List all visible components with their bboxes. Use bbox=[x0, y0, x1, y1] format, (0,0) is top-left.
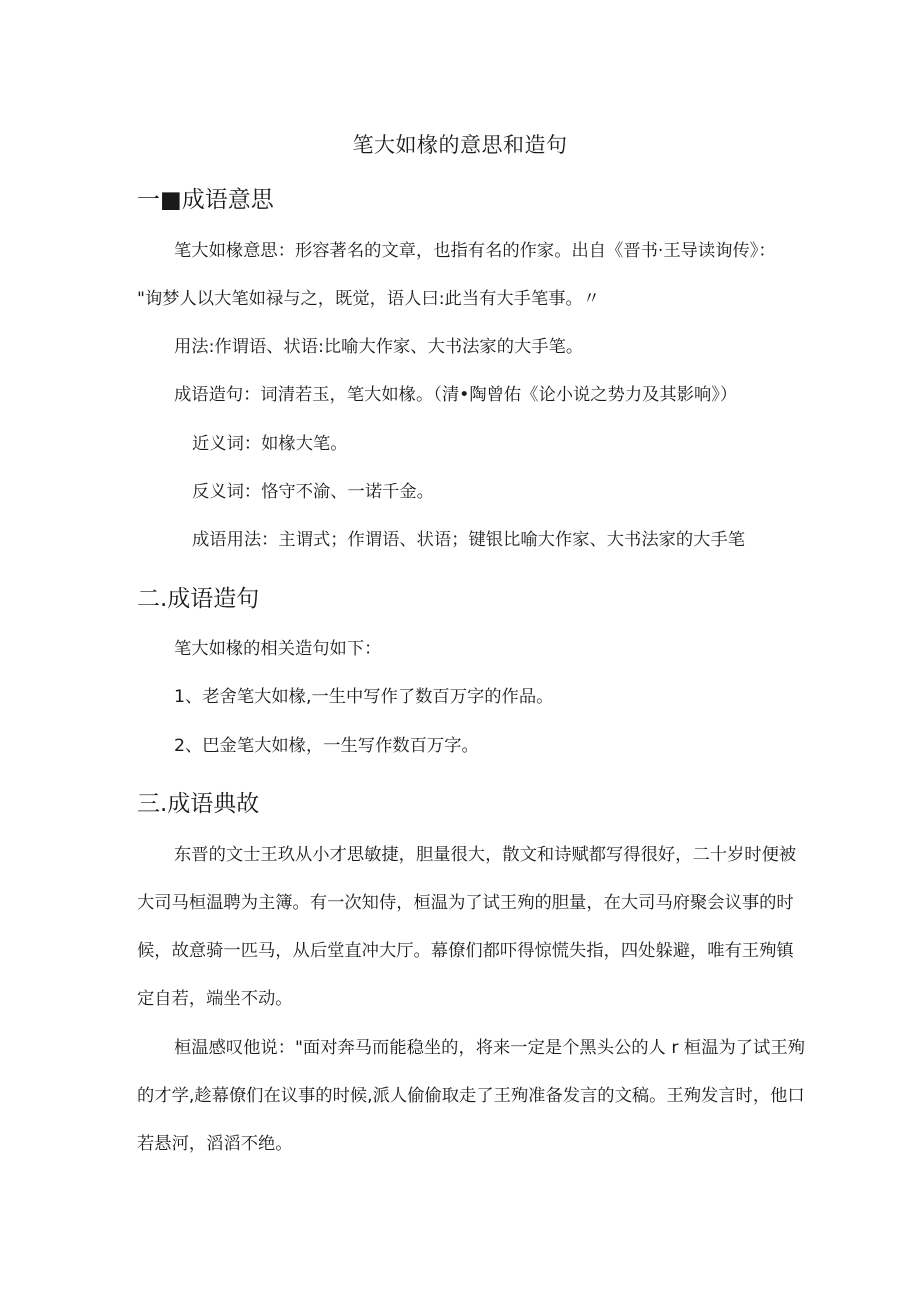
synonym-line: 近义词：如椽大笔。 bbox=[192, 434, 348, 454]
example-line: 成语造句：词清若玉，笔大如椽。（清•陶曾佑《论小说之势力及其影响》） bbox=[174, 385, 738, 405]
section-heading-story: 三.成语典故 bbox=[137, 791, 260, 817]
antonym-line: 反义词：恪守不渝、一诺千金。 bbox=[192, 482, 434, 502]
story-para1-line: 候，故意骑一匹马，从后堂直冲大厅。幕僚们都吓得惊慌失指，四处躲避，唯有王殉镇 bbox=[137, 941, 794, 961]
story-para1-line: 大司马桓温聘为主簿。有一次知侍，桓温为了试王殉的胆量，在大司马府聚会议事的时 bbox=[137, 893, 794, 913]
story-para2-line: 的才学,趁幕僚们在议事的时候,派人偷偷取走了王殉准备发言的文稿。王殉发言时，他口 bbox=[137, 1086, 805, 1106]
grammar-line: 成语用法：主谓式；作谓语、状语；键银比喻大作家、大书法家的大手笔 bbox=[192, 530, 746, 550]
story-para1-line: 定自若，端坐不动。 bbox=[137, 989, 293, 1009]
page-title: 笔大如椽的意思和造句 bbox=[352, 133, 568, 157]
sentence-item: 2、巴金笔大如椽，一生写作数百万字。 bbox=[174, 736, 479, 756]
story-para1-line: 东晋的文士王玖从小才思敏捷，胆量很大，散文和诗赋都写得很好，二十岁时便被 bbox=[174, 845, 797, 865]
usage-line: 用法:作谓语、状语:比喻大作家、大书法家的大手笔。 bbox=[174, 337, 584, 357]
meaning-line-2: "询梦人以大笔如禄与之，既觉，语人曰:此当有大手笔事。〃 bbox=[137, 289, 601, 309]
section-heading-sentences: 二.成语造句 bbox=[137, 586, 260, 612]
sentences-intro: 笔大如椽的相关造句如下： bbox=[174, 639, 382, 659]
meaning-line-1: 笔大如椽意思：形容著名的文章，也指有名的作家。出自《晋书·王导读询传》： bbox=[174, 241, 776, 261]
sentence-item: 1、老舍笔大如椽,一生中写作了数百万字的作品。 bbox=[174, 687, 554, 707]
section-heading-meaning: 一■成语意思 bbox=[137, 187, 274, 213]
story-para2-line: 若悬河，滔滔不绝。 bbox=[137, 1134, 293, 1154]
story-para2-line: 桓温感叹他说："面对奔马而能稳坐的，将来一定是个黑头公的人 r 桓温为了试王殉 bbox=[174, 1038, 805, 1058]
